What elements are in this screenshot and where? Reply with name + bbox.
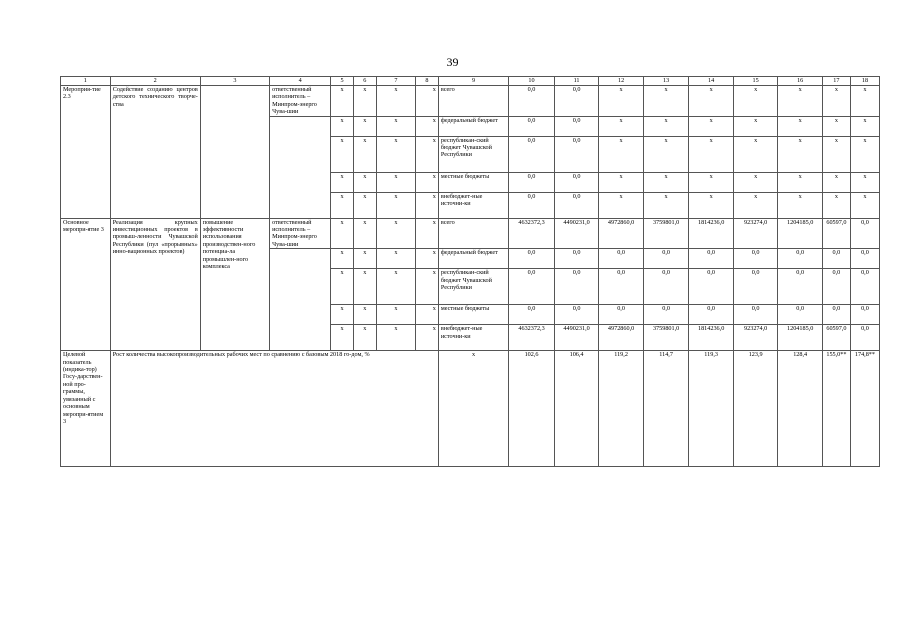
code-cell: x [353,305,376,325]
header-cell: 12 [599,77,644,86]
executor-cell: ответственный исполнитель – Минпром-энерго Чува-шии [270,218,331,249]
header-cell: 8 [416,77,439,86]
code-cell: x [331,218,354,249]
indicator-description-cell: Рост количества высокопроизводительных рабочих мест по сравнению с базовым 2018 го-дом, % [110,351,438,467]
event-code-cell: Мероприя-тие 2.3 [61,86,111,219]
value-cell: x [850,136,879,172]
value-cell: 1814236,0 [689,218,734,249]
value-cell: 0,0 [599,269,644,305]
indicator-value-cell: 128,4 [778,351,823,467]
header-cell: 1 [61,77,111,86]
header-cell: 10 [509,77,555,86]
value-cell: x [643,86,689,117]
executor-cell [270,249,331,351]
code-cell: x [331,325,354,351]
value-cell: 0,0 [822,249,850,269]
code-cell: x [353,86,376,117]
indicator-value-cell: 114,7 [643,351,689,467]
value-cell: 0,0 [643,269,689,305]
funding-source-cell: федеральный бюджет [438,249,508,269]
code-cell: x [331,86,354,117]
value-cell: x [689,172,734,192]
header-cell: 15 [733,77,778,86]
indicator-value-cell: 123,9 [733,351,778,467]
value-cell: x [643,116,689,136]
value-cell: 0,0 [778,249,823,269]
value-cell: x [733,136,778,172]
code-cell: x [376,136,415,172]
value-cell: x [599,86,644,117]
value-cell: 0,0 [599,249,644,269]
value-cell: 0,0 [554,116,599,136]
code-cell: x [331,192,354,218]
code-cell: x [331,269,354,305]
value-cell: 0,0 [733,305,778,325]
funding-source-cell: местные бюджеты [438,305,508,325]
value-cell: 0,0 [509,192,555,218]
header-cell: 5 [331,77,354,86]
value-cell: x [599,172,644,192]
value-cell: x [733,116,778,136]
code-cell: x [353,192,376,218]
code-cell: x [438,351,508,467]
code-cell: x [353,172,376,192]
table-row [61,218,880,249]
value-cell: x [778,192,823,218]
event-goal-cell: повышение эффективности использования производствен-ного потенциа-ла промышлен-ного комплекса [200,218,269,351]
value-cell: x [778,116,823,136]
value-cell: 0,0 [733,269,778,305]
code-cell: x [331,172,354,192]
value-cell: x [778,86,823,117]
value-cell: 0,0 [643,249,689,269]
value-cell: 0,0 [509,269,555,305]
value-cell: 0,0 [850,249,879,269]
value-cell: x [778,136,823,172]
value-cell: x [689,116,734,136]
value-cell: 0,0 [554,269,599,305]
header-cell: 11 [554,77,599,86]
value-cell: x [733,86,778,117]
value-cell: x [822,86,850,117]
value-cell: x [643,192,689,218]
value-cell: 0,0 [554,136,599,172]
indicator-label-cell: Целевой показатель (индика-тор) Госу-дарствен-ной про-граммы, увязанный с основным меропри-ятием 3 [61,351,111,467]
code-cell: x [331,249,354,269]
header-cell: 7 [376,77,415,86]
code-cell: x [376,86,415,117]
code-cell: x [353,249,376,269]
code-cell: x [416,249,439,269]
value-cell: 0,0 [850,269,879,305]
value-cell: 0,0 [554,86,599,117]
value-cell: 0,0 [509,116,555,136]
page-number: 39 [446,55,459,69]
value-cell: x [599,116,644,136]
code-cell: x [376,172,415,192]
value-cell: 1204185,0 [778,218,823,249]
indicator-row [61,351,880,467]
value-cell: 4490231,0 [554,325,599,351]
funding-source-cell: республикан-ский бюджет Чувашской Республики [438,269,508,305]
indicator-value-cell: 106,4 [554,351,599,467]
value-cell: x [850,86,879,117]
code-cell: x [376,116,415,136]
event-goal-cell [200,86,269,219]
value-cell: x [822,172,850,192]
value-cell: x [643,172,689,192]
code-cell: x [331,136,354,172]
header-cell: 14 [689,77,734,86]
value-cell: 0,0 [509,249,555,269]
value-cell: 0,0 [850,325,879,351]
code-cell: x [353,325,376,351]
code-cell: x [331,305,354,325]
value-cell: 1204185,0 [778,325,823,351]
value-cell: 0,0 [509,172,555,192]
executor-cell [270,116,331,218]
value-cell: 0,0 [554,172,599,192]
code-cell: x [331,116,354,136]
value-cell: 923274,0 [733,218,778,249]
header-cell: 3 [200,77,269,86]
value-cell: 0,0 [778,269,823,305]
value-cell: 1814236,0 [689,325,734,351]
header-cell: 9 [438,77,508,86]
budget-table [60,76,880,467]
header-cell: 13 [643,77,689,86]
value-cell: 0,0 [509,86,555,117]
value-cell: x [733,172,778,192]
indicator-value-cell: 102,6 [509,351,555,467]
funding-source-cell: местные бюджеты [438,172,508,192]
value-cell: 0,0 [822,305,850,325]
code-cell: x [376,249,415,269]
value-cell: 0,0 [509,305,555,325]
code-cell: x [416,325,439,351]
value-cell: 0,0 [554,305,599,325]
value-cell: x [689,136,734,172]
header-cell: 4 [270,77,331,86]
value-cell: 4972860,0 [599,325,644,351]
table-row [61,86,880,117]
funding-source-cell: республикан-ский бюджет Чувашской Республики [438,136,508,172]
code-cell: x [416,192,439,218]
value-cell: x [599,192,644,218]
header-cell: 18 [850,77,879,86]
value-cell: 0,0 [778,305,823,325]
code-cell: x [353,269,376,305]
code-cell: x [416,116,439,136]
code-cell: x [416,218,439,249]
value-cell: 60597,0 [822,218,850,249]
value-cell: 4490231,0 [554,218,599,249]
value-cell: 60597,0 [822,325,850,351]
value-cell: x [599,136,644,172]
value-cell: 0,0 [554,192,599,218]
value-cell: x [778,172,823,192]
event-name-cell: Содействие созданию центров детского технического творче-ства [110,86,200,219]
indicator-value-cell: 174,8** [850,351,879,467]
indicator-value-cell: 119,3 [689,351,734,467]
value-cell: 0,0 [822,269,850,305]
value-cell: 923274,0 [733,325,778,351]
value-cell: 0,0 [850,218,879,249]
executor-cell: ответственный исполнитель – Минпром-энерго Чува-шии [270,86,331,117]
value-cell: 4632372,3 [509,325,555,351]
value-cell: x [822,116,850,136]
value-cell: 4972860,0 [599,218,644,249]
funding-source-cell: федеральный бюджет [438,116,508,136]
value-cell: 0,0 [689,305,734,325]
code-cell: x [376,305,415,325]
code-cell: x [353,136,376,172]
value-cell: x [689,192,734,218]
value-cell: x [643,136,689,172]
value-cell: 0,0 [643,305,689,325]
value-cell: 0,0 [554,249,599,269]
value-cell: 0,0 [733,249,778,269]
code-cell: x [416,172,439,192]
code-cell: x [353,218,376,249]
code-cell: x [416,86,439,117]
header-row [61,77,880,86]
value-cell: 0,0 [850,305,879,325]
value-cell: 0,0 [509,136,555,172]
value-cell: 3759801,0 [643,325,689,351]
header-cell: 17 [822,77,850,86]
event-name-cell: Реализация крупных инвестиционных проектов в промыш-ленности Чувашской Республики (пул «прорывных» инно-вационных проектов) [110,218,200,351]
value-cell: x [822,192,850,218]
header-cell: 16 [778,77,823,86]
value-cell: 0,0 [689,269,734,305]
header-cell: 2 [110,77,200,86]
code-cell: x [376,269,415,305]
value-cell: x [850,172,879,192]
code-cell: x [376,325,415,351]
funding-source-cell: внебюджет-ные источни-ки [438,325,508,351]
value-cell: x [850,116,879,136]
code-cell: x [416,136,439,172]
indicator-value-cell: 119,2 [599,351,644,467]
value-cell: 0,0 [689,249,734,269]
value-cell: 0,0 [599,305,644,325]
code-cell: x [353,116,376,136]
value-cell: x [689,86,734,117]
funding-source-cell: внебюджет-ные источни-ки [438,192,508,218]
value-cell: x [850,192,879,218]
value-cell: 3759801,0 [643,218,689,249]
value-cell: x [733,192,778,218]
event-code-cell: Основное меропри-ятие 3 [61,218,111,351]
value-cell: 4632372,3 [509,218,555,249]
header-cell: 6 [353,77,376,86]
funding-source-cell: всего [438,86,508,117]
code-cell: x [416,269,439,305]
value-cell: x [822,136,850,172]
indicator-value-cell: 155,0** [822,351,850,467]
code-cell: x [376,192,415,218]
code-cell: x [376,218,415,249]
funding-source-cell: всего [438,218,508,249]
code-cell: x [416,305,439,325]
